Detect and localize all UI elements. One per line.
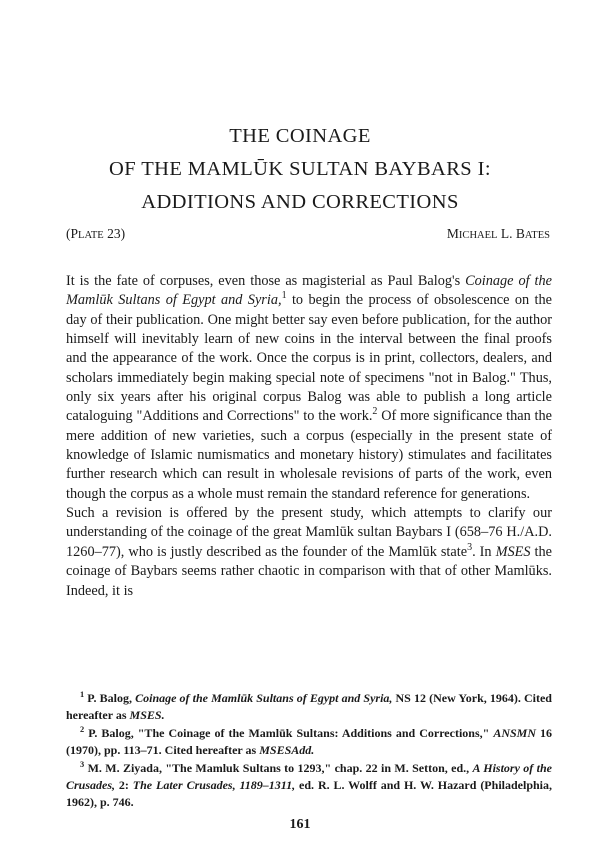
plate-prefix: (P [66,226,79,241]
paragraph-2-text-a: Such a revision is offered by the present study, which attempts to clarify our understanding of the coinage of the great Mamlūk sultan Baybars I (658–76 H./A.D. 1260–77), who is justly described as the founder of the Mamlūk state [66,505,552,560]
footnote-1-italic-2: MSES. [129,708,165,723]
plate-suffix: 23) [103,226,126,241]
author-first-smallcaps: ICHAEL [458,230,498,241]
footnote-ref-2[interactable]: 2 [372,406,378,418]
footnote-2 [66,725,552,760]
footnote-1-number: 1 [80,690,85,699]
author-middle-last-initial: L. B [497,226,525,241]
article-title [0,120,600,219]
paragraph-1-text-a: It is the fate of corpuses, even those as magisterial as Paul Balog's [66,273,466,289]
footnote-1-text-b: NS 12 (New York, 1964). Cited hereafter as [66,691,552,723]
paragraph-1 [66,272,552,504]
paragraph-1-text-c: Of more significance than the mere addition of new varieties, such a corpus (especially in the present state of knowledge of Islamic numismatics and monetary history) stimulates and facilitates further research which can result in wholesale revisions of parts of the work, even though the corpus as a whole must remain the standard reference for generations. [66,408,552,502]
byline-row [66,226,550,246]
footnote-3 [66,760,552,812]
footnote-3-italic-2: The Later Crusades, 1189–1311, [132,778,296,793]
footnote-1 [66,690,552,725]
footnote-2-text-a: P. Balog, "The Coinage of the Mamlūk Sultans: Additions and Corrections," [84,725,494,740]
title-line-3: ADDITIONS AND CORRECTIONS [141,191,459,213]
footnote-2-number: 2 [80,724,85,734]
footnote-3-text-a: M. M. Ziyada, "The Mamluk Sultans to 1293," chap. 22 in M. Setton, ed., [84,760,473,775]
footnote-2-text-b: 16 (1970), pp. 113–71. Cited hereafter as [66,725,553,758]
mses-italic: MSES [495,543,531,560]
footnotes [66,690,552,812]
book-title-italic: Coinage of the Mamlūk Sultans of Egypt and Syria, [66,273,552,309]
author-last-smallcaps: ATES [524,230,550,241]
paragraph-1-text-b: to begin the process of obsolescence on the day of their publication. One might better say even before publication, for the author himself will inevitably learn of new coins in the interval between the final proofs and the appearance of the work. Once the corpus is in print, collectors, dealers, and scholars immediately begin making special note of specimens "not in Balog." Thus, only six years after his original corpus Balog was able to publish a long article cataloguing "Additions and Corrections" to the work. [66,292,552,425]
title-line-1: THE COINAGE [229,125,371,147]
article-body [66,272,552,601]
footnote-3-text-c: ed. R. L. Wolff and H. W. Hazard (Philadelphia, 1962), p. 746. [66,778,552,810]
footnote-ref-3[interactable]: 3 [467,542,473,554]
paragraph-2-text-c: the coinage of Baybars seems rather chaotic in comparison with that of other Mamlūks. Indeed, it is [66,543,553,599]
footnote-1-text-a: P. Balog, [84,691,136,705]
footnote-3-italic: A History of the Crusades, [66,760,553,793]
footnote-2-italic: ANSMN [493,725,536,740]
author-name [447,226,550,242]
footnote-3-number: 3 [80,759,85,769]
footnote-ref-1[interactable]: 1 [281,290,287,302]
plate-reference [66,226,125,242]
title-line-2: OF THE MAMLŪK SULTAN BAYBARS I: [109,158,491,180]
paragraph-2 [66,504,552,601]
footnote-3-text-b: 2: [115,778,133,793]
paragraph-2-text-b: . In [472,543,496,560]
plate-smallcaps: LATE [78,230,104,241]
author-initial-first: M [446,226,459,241]
footnote-1-italic: Coinage of the Mamlūk Sultans of Egypt and Syria, [135,691,393,705]
footnote-2-italic-2: MSESAdd. [259,743,315,758]
page-number: 161 [289,817,311,832]
